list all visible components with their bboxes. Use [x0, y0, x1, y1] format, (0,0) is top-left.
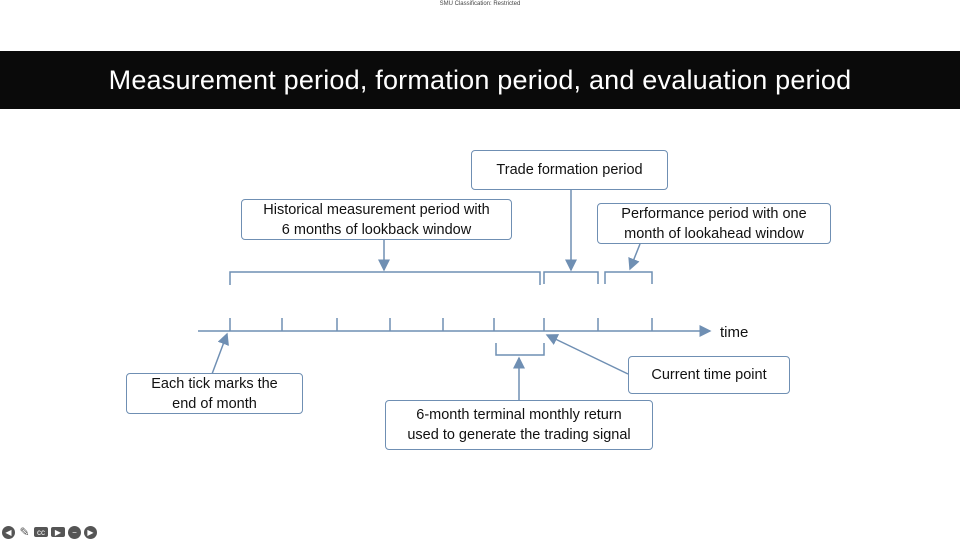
terminal-bracket: [496, 343, 544, 355]
tick-arrow: [212, 334, 227, 374]
captions-icon[interactable]: cc: [34, 527, 48, 537]
current-time-box: Current time point: [628, 356, 790, 394]
back-icon[interactable]: ◀: [2, 526, 15, 539]
trade-formation-box: Trade formation period: [471, 150, 668, 190]
time-axis-label: time: [720, 324, 749, 341]
presentation-toolbar: [2, 524, 97, 540]
tick-explanation-box: Each tick marks the end of month: [126, 373, 303, 414]
terminal-return-box: 6-month terminal monthly return used to generate the trading signal: [385, 400, 653, 450]
performance-arrow: [630, 244, 640, 269]
classification-label: SMU Classification: Restricted: [439, 1, 521, 7]
minus-icon[interactable]: −: [68, 526, 81, 539]
forward-icon[interactable]: ▶: [84, 526, 97, 539]
performance-period-box: Performance period with one month of lookahead window: [597, 203, 831, 244]
pen-icon[interactable]: ✎: [19, 525, 30, 539]
video-off-icon[interactable]: ▶: [51, 527, 65, 537]
historical-bracket: [230, 272, 540, 285]
historical-measurement-box: Historical measurement period with 6 months of lookback window: [241, 199, 512, 240]
current-arrow: [547, 335, 628, 374]
performance-bracket: [605, 272, 652, 284]
formation-bracket: [544, 272, 598, 284]
slide-title: Measurement period, formation period, and evaluation period: [108, 64, 852, 95]
